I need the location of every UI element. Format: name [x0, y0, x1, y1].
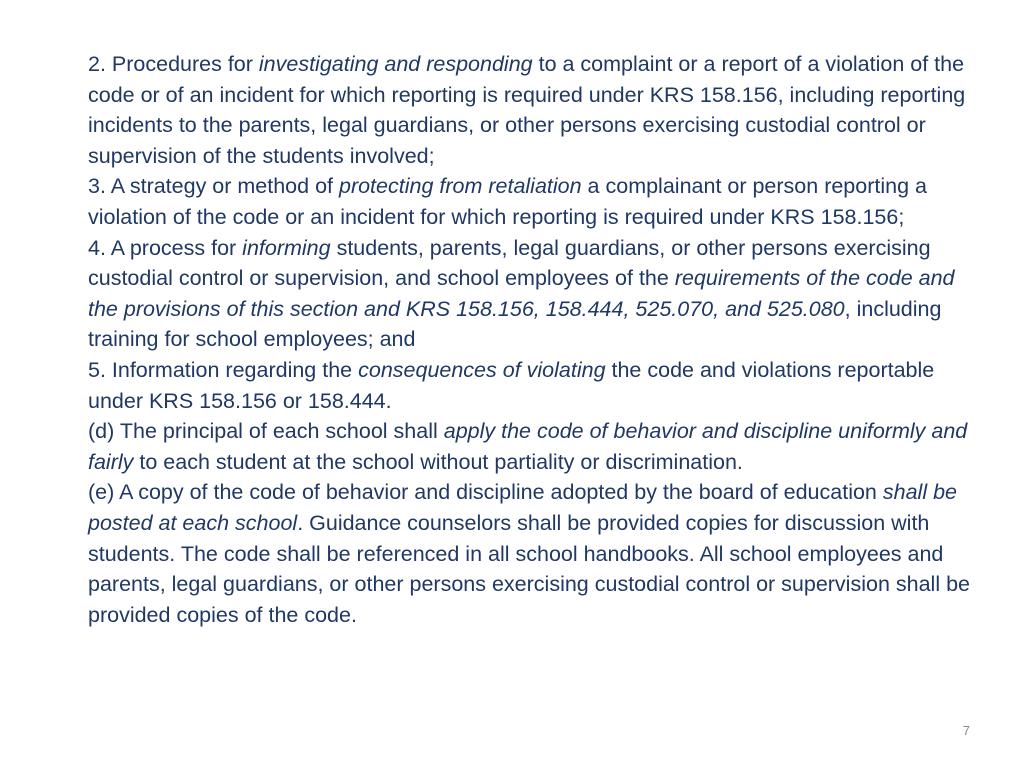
paragraph-item-2	[88, 49, 988, 171]
paragraph-emphasis: protecting from retaliation	[338, 174, 582, 199]
paragraph-text: to a complaint or a report of a violation of the code or of an incident for which reporting is required under KRS 158.156, including reporting incidents to the parents, legal guardians, or other persons exercising custodial control or supervision of the students involved;	[88, 52, 966, 168]
paragraph-text: 5. Information regarding the	[88, 357, 359, 382]
paragraph-text: (d) The principal of each school shall	[88, 419, 444, 444]
slide-body-text	[88, 49, 988, 630]
paragraph-text: to each student at the school without partiality or discrimination.	[133, 449, 743, 474]
paragraph-text: , including training for school employees; and	[88, 296, 942, 352]
paragraph-item-d	[88, 416, 988, 477]
paragraph-text: (e) A copy of the code of behavior and discipline adopted by the board of education	[88, 480, 883, 505]
paragraph-item-5	[88, 355, 988, 416]
paragraph-text: the code and violations reportable under KRS 158.156 or 158.444.	[88, 357, 935, 413]
paragraph-text: 4. A process for	[88, 235, 243, 260]
paragraph-text: 3. A strategy or method of	[88, 174, 339, 199]
paragraph-emphasis: informing	[242, 235, 331, 260]
paragraph-emphasis: investigating and responding	[258, 52, 533, 76]
paragraph-emphasis: apply the code of behavior and discipline uniformly and fairly	[88, 419, 968, 474]
slide-number: 7	[962, 723, 970, 738]
paragraph-text: a complainant or person reporting a violation of the code or an incident for which reporting is required under KRS 158.156;	[88, 174, 927, 229]
paragraph-item-e	[88, 477, 988, 630]
paragraph-text: students, parents, legal guardians, or other persons exercising custodial control or supervision, and school employees of the	[88, 235, 931, 291]
paragraph-item-4	[88, 233, 988, 355]
paragraph-emphasis: shall be posted at each school	[88, 480, 957, 535]
paragraph-emphasis: consequences of violating	[358, 357, 606, 382]
paragraph-item-3	[88, 171, 988, 232]
paragraph-emphasis: requirements of the code and the provisions of this section and KRS 158.156, 158.444, 525.070, and 525.080	[88, 266, 955, 321]
paragraph-text: 2. Procedures for	[88, 52, 259, 76]
paragraph-text: . Guidance counselors shall be provided copies for discussion with students. The code shall be referenced in all school handbooks. All school employees and parents, legal guardians, or other persons exercising custodial control or supervision shall be provided copies of the code.	[88, 510, 970, 627]
